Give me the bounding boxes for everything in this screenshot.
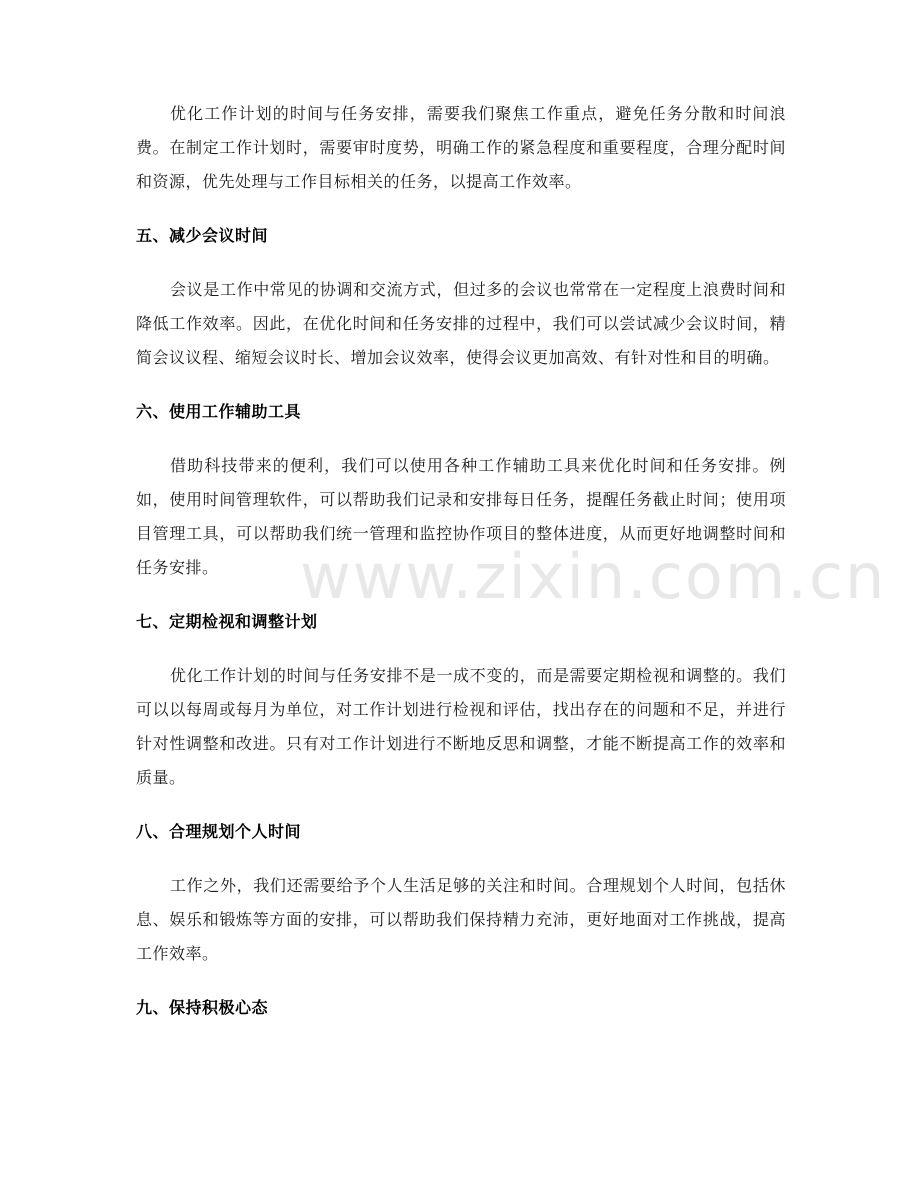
paragraph-reduce-meetings: 会议是工作中常见的协调和交流方式，但过多的会议也常常在一定程度上浪费时间和降低工作效率。因此，在优化时间和任务安排的过程中，我们可以尝试减少会议时间，精简会议议程、缩短会议时长、增加会议效率，使得会议更加高效、有针对性和目的明确。 xyxy=(136,280,786,367)
paragraph-work-tools: 借助科技带来的便利，我们可以使用各种工作辅助工具来优化时间和任务安排。例如，使用时间管理软件，可以帮助我们记录和安排每日任务，提醒任务截止时间；使用项目管理工具，可以帮助我们统一管理和监控协作项目的整体进度，从而更好地调整时间和任务安排。 xyxy=(136,456,786,577)
heading-review-plan: 七、定期检视和调整计划 xyxy=(136,612,318,631)
paragraph-personal-time: 工作之外，我们还需要给予个人生活足够的关注和时间。合理规划个人时间，包括休息、娱乐和锻炼等方面的安排，可以帮助我们保持精力充沛，更好地面对工作挑战，提高工作效率。 xyxy=(136,876,786,963)
heading-work-tools: 六、使用工作辅助工具 xyxy=(136,402,302,421)
document-body xyxy=(136,97,786,1025)
heading-personal-time: 八、合理规划个人时间 xyxy=(136,822,302,841)
paragraph-intro: 优化工作计划的时间与任务安排，需要我们聚焦工作重点，避免任务分散和时间浪费。在制定工作计划时，需要审时度势，明确工作的紧急程度和重要程度，合理分配时间和资源，优先处理与工作目标相关的任务，以提高工作效率。 xyxy=(136,104,786,191)
watermark: www.zixin.com.cn xyxy=(300,540,887,613)
heading-positive-attitude: 九、保持积极心态 xyxy=(136,998,269,1017)
heading-reduce-meetings: 五、减少会议时间 xyxy=(136,226,269,245)
paragraph-review-plan: 优化工作计划的时间与任务安排不是一成不变的，而是需要定期检视和调整的。我们可以以每周或每月为单位，对工作计划进行检视和评估，找出存在的问题和不足，并进行针对性调整和改进。只有对工作计划进行不断地反思和调整，才能不断提高工作的效率和质量。 xyxy=(136,666,786,787)
